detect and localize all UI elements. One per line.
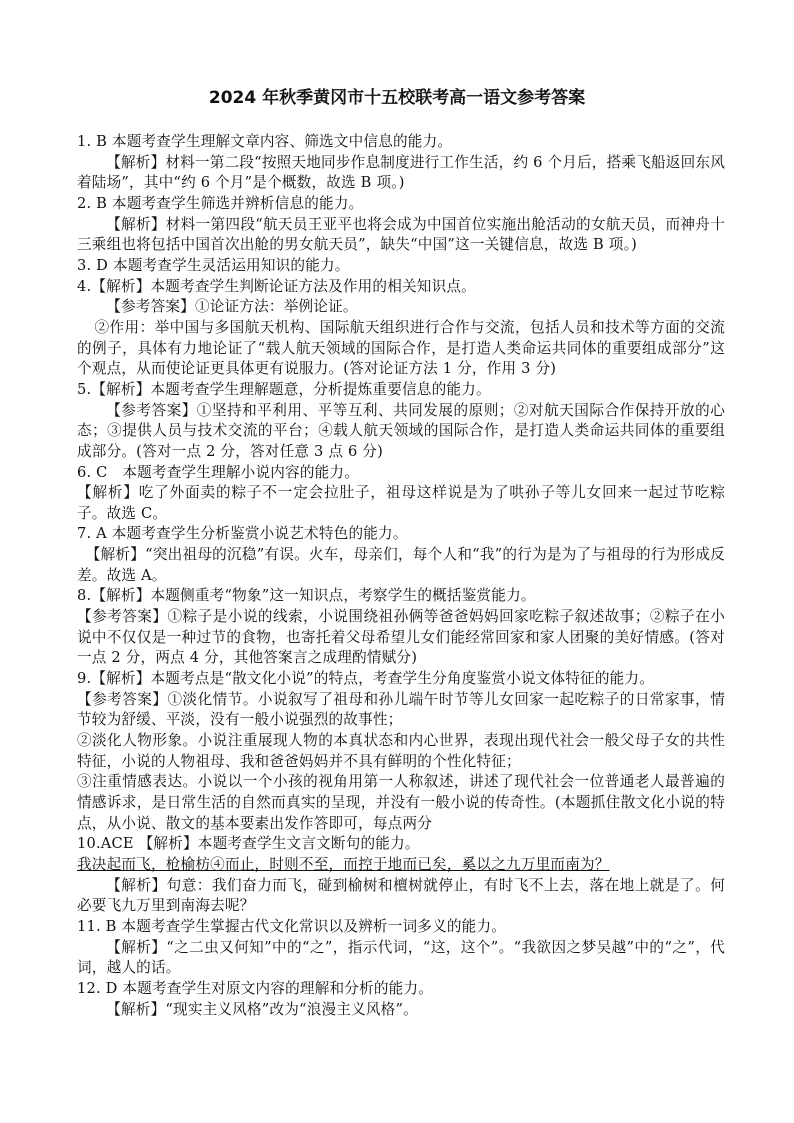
reference-answer-q4-effect: ②作用：举中国与多国航天机构、国际航天组织进行合作与交流，包括人员和技术等方面的交流的例子，具体有力地论证了“载人航天领域的国际合作，是打造人类命运共同体的重要组成部分”这个观点，从而使论证更具体更有说服力。(答对论证方法 1 分，作用 3 分) [77,318,725,378]
answer-q11: 11. B 本题考查学生掌握古代文化常识以及辨析一词多义的能力。 [77,917,507,935]
answer-content [77,132,725,1020]
analysis-q10: 【解析】句意：我们奋力而飞，碰到榆树和檀树就停止，有时飞不上去，落在地上就是了。何必要飞九万里到南海去呢？ [77,876,725,915]
analysis-q6: 【解析】吃了外面卖的粽子不一定会拉肚子，祖母这样说是为了哄孙子等儿女回来一起过节吃粽子。故选 C。 [77,484,725,522]
answer-q2: 2. B 本题考查学生筛选并辨析信息的能力。 [77,194,364,212]
reference-answer-q5: 【参考答案】①坚持和平利用、平等互利、共同发展的原则；②对航天国际合作保持开放的心态；③提供人员与技术交流的平台；④载人航天领域的国际合作，是打造人类命运共同体的重要组成部分。(答对一点 2 分，答对任意 3 点 6 分) [77,401,725,460]
answer-q3: 3. D 本题考查学生灵活运用知识的能力。 [77,256,350,274]
reference-answer-q9-point1: 【参考答案】①淡化情节。小说叙写了祖母和孙儿端午时节等儿女回家一起吃粽子的日常家事，情节较为舒缓、平淡，没有一般小说强烈的故事性； [77,690,725,729]
answer-q5: 5.【解析】本题考查学生理解题意，分析提炼重要信息的能力。 [77,380,491,398]
reference-answer-q4: 【参考答案】①论证方法：举例论证。 [106,298,358,316]
answer-q1: 1. B 本题考查学生理解文章内容、筛选文中信息的能力。 [77,133,453,150]
answer-q12: 12. D 本题考查学生对原文内容的理解和分析的能力。 [77,979,434,997]
answer-q4: 4.【解析】本题考查学生判断论证方法及作用的相关知识点。 [77,277,476,295]
reference-answer-q9-point2: ②淡化人物形象。小说注重展现人物的本真状态和内心世界，表现出现代社会一般父母子女的共性特征，小说的人物祖母、我和爸爸妈妈并不具有鲜明的个性化特征； [77,732,725,770]
analysis-q2: 【解析】材料一第四段“航天员王亚平也将会成为中国首位实施出舱活动的女航天员，而神舟十三乘组也将包括中国首次出舱的男女航天员”，缺失“中国”这一关键信息，故选 B 项。) [77,215,725,254]
q10-sentence-text: 我决起而飞，枪榆枋④而止，时则不至，而控于地而已矣，奚以之九万里而南为？ [77,855,610,873]
analysis-q1: 【解析】材料一第二段“按照天地同步作息制度进行工作生活，约 6 个月后，搭乘飞船返回东风着陆场”，其中“约 6 个月”是个概数，故选 B 项。) [77,153,725,192]
page-title: 2024 年秋季黄冈市十五校联考高一语文参考答案 [208,88,586,108]
analysis-q7: 【解析】“突出祖母的沉稳”有误。火车，母亲们，每个人和“我”的行为是为了与祖母的行为形成反差。故选 A。 [77,546,725,584]
answer-q6: 6. C 本题考查学生理解小说内容的能力。 [77,463,360,481]
answer-q9: 9.【解析】本题考点是“散文化小说”的特点，考查学生分角度鉴赏小说文体特征的能力。 [77,670,655,688]
analysis-q11: 【解析】“之二虫又何知”中的“之”，指示代词，“这，这个”。“我欲因之梦吴越”中的“之”，代词，越人的话。 [77,938,725,977]
answer-q7: 7. A 本题考查学生分析鉴赏小说艺术特色的能力。 [77,525,408,543]
analysis-q12: 【解析】“现实主义风格”改为“浪漫主义风格”。 [106,1000,418,1018]
reference-answer-q8: 【参考答案】①粽子是小说的线索，小说围绕祖孙俩等爸爸妈妈回家吃粽子叙述故事；②粽子在小说中不仅仅是一种过节的食物，也寄托着父母希望儿女们能经常回家和家人团聚的美好情感。(答对一点 2 分，两点 4 分，其他答案言之成理酌情赋分) [77,608,725,667]
answer-q10: 10.ACE 【解析】本题考查学生文言文断句的能力。 [77,835,420,853]
q10-sentence-underlined [77,855,725,876]
answer-q8: 8.【解析】本题侧重考“物象”这一知识点，考察学生的概括鉴赏能力。 [77,587,536,605]
reference-answer-q9-point3: ③注重情感表达。小说以一个小孩的视角用第一人称叙述，讲述了现代社会一位普通老人最普遍的情感诉求，是日常生活的自然而真实的呈现，并没有一般小说的传奇性。(本题抓住散文化小说的特点，从小说、散文的基本要素出发作答即可，每点两分 [77,773,725,832]
